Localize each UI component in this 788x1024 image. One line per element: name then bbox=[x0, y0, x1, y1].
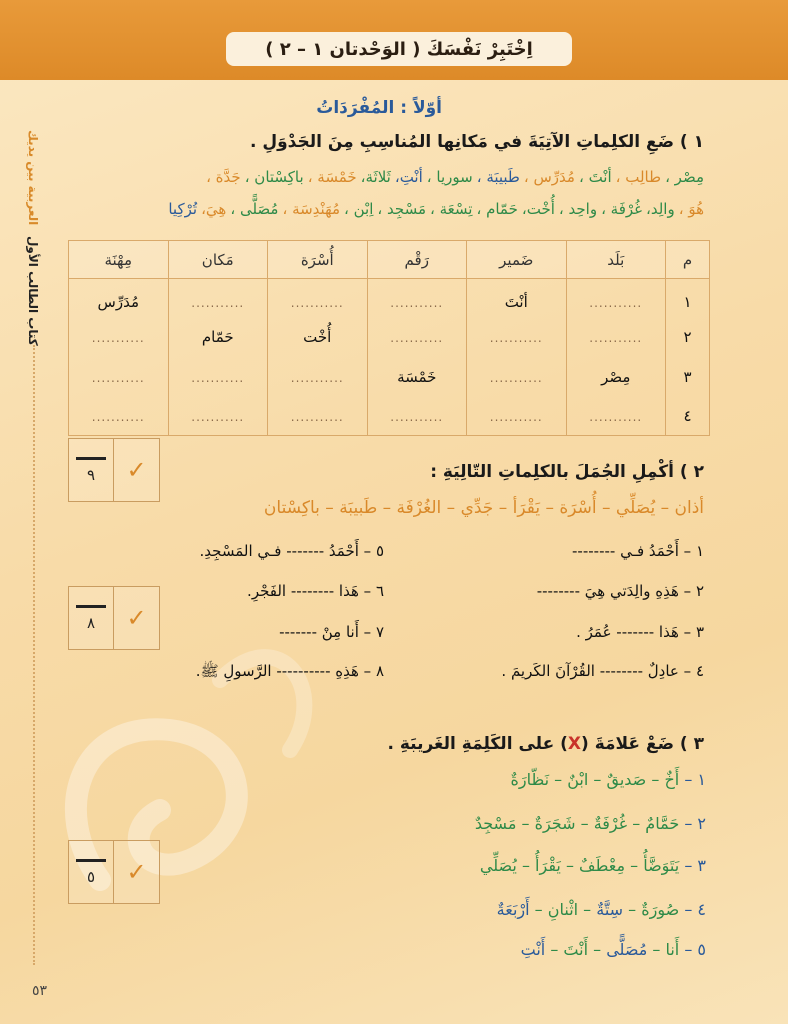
blank-dots: ........... bbox=[290, 409, 344, 424]
q3-word[interactable]: حَمَّامٌ bbox=[645, 814, 680, 833]
table-cell-blank[interactable] bbox=[168, 279, 268, 318]
q2-title: ٢ ) أكْمِلِ الجُمَلَ بالكلِماتِ التّالِيَةِ : bbox=[430, 462, 704, 482]
q3-line-number: ٤ – bbox=[684, 900, 706, 919]
separator: – bbox=[516, 856, 536, 875]
table-cell-filled[interactable]: أنْتَ bbox=[467, 279, 567, 318]
table-cell-blank[interactable] bbox=[69, 396, 169, 435]
score-bar bbox=[76, 605, 106, 608]
table-cell-filled[interactable]: مُدَرِّس bbox=[69, 279, 169, 318]
table-cell-filled[interactable]: خَمْسَة bbox=[367, 357, 467, 396]
word-item: ثَلاثَة، bbox=[360, 168, 391, 186]
word-item: مُدَرِّس ، bbox=[523, 168, 575, 186]
q3-word[interactable]: سِتَّةٌ bbox=[596, 900, 624, 919]
q1-table bbox=[68, 240, 710, 436]
check-cell bbox=[114, 587, 159, 649]
table-cell-blank[interactable] bbox=[367, 396, 467, 435]
q3-word[interactable]: يَقْرَأُ bbox=[535, 856, 561, 875]
side-book-title: كتاب الطالب الأول bbox=[26, 236, 40, 346]
table-row bbox=[69, 396, 710, 435]
table-cell-blank[interactable] bbox=[467, 396, 567, 435]
q3-line bbox=[497, 900, 706, 919]
separator: – bbox=[549, 770, 568, 789]
word-item: أنْتِ، bbox=[394, 168, 423, 186]
q3-line bbox=[521, 940, 706, 959]
separator: – bbox=[627, 814, 646, 833]
separator: – bbox=[588, 770, 607, 789]
table-header: مَكان bbox=[168, 241, 268, 279]
blank-dots: ........... bbox=[589, 409, 643, 424]
q1-words-line-1 bbox=[202, 168, 704, 186]
blank-dots: ........... bbox=[589, 331, 643, 346]
q2-sentence-2: ٢ – هَذِهِ والِدَتي هِيَ -------- bbox=[536, 582, 704, 600]
score-bar bbox=[76, 457, 106, 460]
q3-word[interactable]: صَديقٌ bbox=[606, 770, 647, 789]
table-cell-blank[interactable] bbox=[367, 318, 467, 357]
q3-title-prefix: ٣ ) ضَعْ عَلامَةَ ( bbox=[581, 734, 704, 754]
row-number: ٢ bbox=[666, 318, 710, 357]
word-item: والِد، bbox=[646, 200, 675, 218]
table-cell-blank[interactable] bbox=[566, 318, 666, 357]
table-header: رَقْم bbox=[367, 241, 467, 279]
blank-dots: ........... bbox=[489, 370, 543, 385]
word-item: اِبْن ، bbox=[344, 200, 374, 218]
table-header: ضَمير bbox=[467, 241, 567, 279]
word-item: هِيَ، bbox=[201, 200, 227, 218]
q3-line-number: ٥ – bbox=[684, 940, 706, 959]
score-total: ٨ bbox=[86, 613, 96, 632]
page-number: ٥٣ bbox=[32, 983, 48, 999]
blank-dots: ........... bbox=[191, 409, 245, 424]
x-mark: X bbox=[567, 734, 581, 754]
side-book-series: العربية بين يديك bbox=[26, 130, 40, 226]
blank-dots: ........... bbox=[91, 409, 145, 424]
q1-words-line-2 bbox=[164, 200, 704, 218]
check-cell bbox=[114, 439, 159, 501]
q2-sentence-8: ٨ – هَذِهِ ---------- الرَّسولِ ﷺ. bbox=[195, 662, 384, 680]
q1-title: ١ ) ضَعِ الكلِماتِ الآتِيَةَ في مَكانِها المُناسِبِ مِنَ الجَدْوَلِ . bbox=[249, 132, 704, 152]
q2-sentence-6: ٦ – هَذا -------- الفَجْرِ. bbox=[247, 582, 384, 600]
blank-dots: ........... bbox=[390, 409, 444, 424]
blank-dots: ........... bbox=[589, 296, 643, 311]
word-item: سوريا ، bbox=[426, 168, 473, 186]
table-cell-blank[interactable] bbox=[268, 279, 368, 318]
q3-word[interactable]: مُصَلًّى bbox=[606, 940, 648, 959]
q3-word[interactable]: ابْنٌ bbox=[567, 770, 589, 789]
q3-line-number: ٣ – bbox=[684, 856, 706, 875]
separator: – bbox=[623, 900, 642, 919]
q3-title-suffix: ) على الكَلِمَةِ الغَريبَةِ . bbox=[387, 734, 568, 754]
blank-dots: ........... bbox=[191, 296, 245, 311]
separator: – bbox=[588, 940, 607, 959]
score-bar bbox=[76, 859, 106, 862]
word-item: خَمْسَة ، bbox=[307, 168, 357, 186]
table-cell-blank[interactable] bbox=[566, 279, 666, 318]
separator: – bbox=[545, 940, 564, 959]
q2-sentence-3: ٣ – هَذا ------- عُمَرُ . bbox=[576, 623, 704, 641]
q3-word[interactable]: غُرْفَةٌ bbox=[593, 814, 628, 833]
q1-score-box bbox=[68, 438, 160, 502]
row-number: ٤ bbox=[666, 396, 710, 435]
blank-dots: ........... bbox=[290, 296, 344, 311]
blank-dots: ........... bbox=[91, 370, 145, 385]
word-item: مِصْر ، bbox=[665, 168, 704, 186]
separator: – bbox=[578, 900, 597, 919]
q3-word[interactable]: اثْنانِ bbox=[547, 900, 579, 919]
q3-line bbox=[480, 856, 706, 875]
q2-sentence-7: ٧ – أَنا مِنْ ------- bbox=[279, 623, 384, 641]
q3-word[interactable]: أَنا bbox=[665, 940, 680, 959]
blank-dots: ........... bbox=[489, 409, 543, 424]
q3-word[interactable]: أَرْبَعَةٌ bbox=[496, 900, 530, 919]
table-cell-blank[interactable] bbox=[268, 357, 368, 396]
separator: – bbox=[646, 770, 665, 789]
side-dotted-rule bbox=[33, 345, 35, 965]
word-item: تُرْكِيا bbox=[168, 200, 198, 218]
word-item: حَمّام ، bbox=[476, 200, 518, 218]
q3-line bbox=[475, 814, 706, 833]
word-item: تِسْعَة ، bbox=[430, 200, 473, 218]
table-row bbox=[69, 357, 710, 396]
q3-word[interactable]: أَنْتَ bbox=[563, 940, 589, 959]
q3-line-number: ١ – bbox=[684, 770, 706, 789]
blank-dots: ........... bbox=[390, 296, 444, 311]
q3-word[interactable]: يُصَلِّي bbox=[479, 856, 517, 875]
table-cell-filled[interactable]: مِصْر bbox=[566, 357, 666, 396]
word-item: مَسْجِد ، bbox=[377, 200, 426, 218]
table-cell-blank[interactable] bbox=[168, 357, 268, 396]
word-item: أُخْت، bbox=[521, 200, 555, 218]
checkmark-icon: ✓ bbox=[126, 456, 147, 484]
q3-word[interactable]: مِعْطَفٌ bbox=[579, 856, 626, 875]
blank-dots: ........... bbox=[91, 331, 145, 346]
table-cell-blank[interactable] bbox=[566, 396, 666, 435]
check-cell bbox=[114, 841, 159, 903]
separator: – bbox=[647, 940, 666, 959]
separator: – bbox=[625, 856, 644, 875]
separator: – bbox=[529, 900, 548, 919]
score-total: ٥ bbox=[86, 867, 96, 886]
row-number: ١ bbox=[666, 279, 710, 318]
word-item: مُصَلًّى ، bbox=[230, 200, 279, 218]
word-item: طالِب ، bbox=[615, 168, 662, 186]
word-item: أنْتَ ، bbox=[578, 168, 612, 186]
q2-word-bank: أذان – يُصَلِّي – أُسْرَة – يَقْرَأ – جَدِّي – الغُرْفَة – طَبيبَة – باكِسْتان bbox=[263, 498, 704, 518]
page-title: اِخْتَبِرْ نَفْسَكَ ( الوَحْدتان ١ – ٢ ) bbox=[226, 32, 572, 66]
table-cell-blank[interactable] bbox=[467, 357, 567, 396]
word-item: طَبيبَة ، bbox=[476, 168, 520, 186]
score-cell bbox=[69, 439, 114, 501]
word-item: باكِسْتان ، bbox=[244, 168, 304, 186]
score-cell bbox=[69, 587, 114, 649]
q3-line-number: ٢ – bbox=[684, 814, 706, 833]
q3-line bbox=[511, 770, 707, 789]
table-row bbox=[69, 279, 710, 318]
section-title: أوّلاً : المُفْرَدَاتُ bbox=[316, 98, 442, 118]
separator: – bbox=[560, 856, 580, 875]
table-cell-blank[interactable] bbox=[168, 396, 268, 435]
checkmark-icon: ✓ bbox=[126, 604, 147, 632]
q2-sentence-1: ١ – أَحْمَدُ فـي -------- bbox=[572, 542, 704, 560]
q2-sentence-5: ٥ – أَحْمَدُ ------- فـي المَسْجِدِ. bbox=[199, 542, 384, 560]
table-cell-blank[interactable] bbox=[69, 357, 169, 396]
q3-word[interactable]: مَسْجِدٌ bbox=[474, 814, 517, 833]
separator: – bbox=[575, 814, 594, 833]
table-cell-blank[interactable] bbox=[367, 279, 467, 318]
word-item: هُوَ ، bbox=[678, 200, 704, 218]
word-item: واحِد ، bbox=[558, 200, 598, 218]
word-item: جَدَّة ، bbox=[206, 168, 241, 186]
q3-word[interactable]: شَجَرَةٌ bbox=[534, 814, 576, 833]
table-cell-blank[interactable] bbox=[268, 396, 368, 435]
score-total: ٩ bbox=[86, 465, 96, 484]
table-cell-filled[interactable]: أُخْت bbox=[268, 318, 368, 357]
q3-score-box bbox=[68, 840, 160, 904]
blank-dots: ........... bbox=[290, 370, 344, 385]
q2-score-box bbox=[68, 586, 160, 650]
table-cell-blank[interactable] bbox=[467, 318, 567, 357]
q3-word[interactable]: صُورَةٌ bbox=[641, 900, 680, 919]
blank-dots: ........... bbox=[191, 370, 245, 385]
table-cell-filled[interactable]: حَمّام bbox=[168, 318, 268, 357]
q3-word[interactable]: أَنْتِ bbox=[520, 940, 546, 959]
blank-dots: ........... bbox=[489, 331, 543, 346]
q3-word[interactable]: نَظّارَةٌ bbox=[510, 770, 550, 789]
q3-title bbox=[387, 734, 704, 754]
row-number: ٣ bbox=[666, 357, 710, 396]
table-cell-blank[interactable] bbox=[69, 318, 169, 357]
q2-sentence-4: ٤ – عادِلٌ -------- القُرْآنَ الكَريمَ . bbox=[501, 662, 704, 680]
q3-word[interactable]: يَتَوَضَّأُ bbox=[643, 856, 680, 875]
table-header: بَلَد bbox=[566, 241, 666, 279]
q3-word[interactable]: أَخٌ bbox=[664, 770, 680, 789]
blank-dots: ........... bbox=[390, 331, 444, 346]
separator: – bbox=[516, 814, 535, 833]
checkmark-icon: ✓ bbox=[126, 858, 147, 886]
word-item: غُرْفَة ، bbox=[601, 200, 643, 218]
table-header: أُسْرَة bbox=[268, 241, 368, 279]
table-header: مِهْنَة bbox=[69, 241, 169, 279]
table-row bbox=[69, 318, 710, 357]
score-cell bbox=[69, 841, 114, 903]
word-item: مُهَنْدِسَة ، bbox=[282, 200, 341, 218]
table-header: م bbox=[666, 241, 710, 279]
